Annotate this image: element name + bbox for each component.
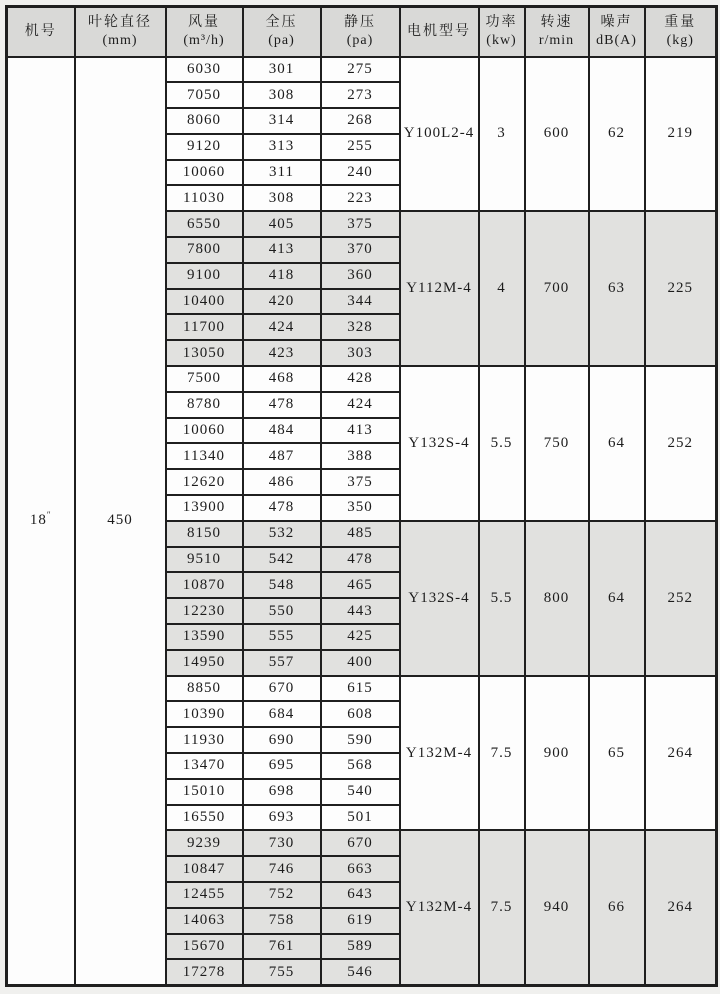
static-pressure-cell: 670 [321,830,400,856]
airflow-cell: 11340 [166,443,243,469]
airflow-cell: 16550 [166,805,243,831]
static-pressure-cell: 268 [321,108,400,134]
speed-cell: 700 [525,211,589,366]
col-header-line: 机号 [24,24,57,39]
total-pressure-cell: 557 [243,650,321,676]
total-pressure-cell: 758 [243,908,321,934]
static-pressure-cell: 303 [321,340,400,366]
static-pressure-cell: 443 [321,598,400,624]
total-pressure-cell: 693 [243,805,321,831]
noise-cell: 65 [589,676,645,831]
power-cell: 4 [479,211,525,366]
weight-cell: 252 [645,521,717,676]
airflow-cell: 13900 [166,495,243,521]
airflow-cell: 10870 [166,572,243,598]
airflow-cell: 11700 [166,314,243,340]
airflow-cell: 8850 [166,676,243,702]
power-cell: 7.5 [479,830,525,985]
impeller-diameter-cell: 450 [75,57,166,986]
airflow-cell: 13590 [166,624,243,650]
total-pressure-cell: 532 [243,521,321,547]
static-pressure-cell: 478 [321,547,400,573]
power-cell: 5.5 [479,366,525,521]
speed-cell: 940 [525,830,589,985]
airflow-cell: 8060 [166,108,243,134]
static-pressure-cell: 370 [321,237,400,263]
airflow-cell: 9120 [166,134,243,160]
total-pressure-cell: 468 [243,366,321,392]
weight-cell: 225 [645,211,717,366]
total-pressure-cell: 311 [243,160,321,186]
airflow-cell: 9510 [166,547,243,573]
col-header-line: 噪声 [600,15,633,31]
col-header-line: (kg) [666,32,694,48]
airflow-cell: 6550 [166,211,243,237]
speed-cell: 800 [525,521,589,676]
col-header-speed [525,7,589,57]
col-header-line: 电机型号 [407,24,471,39]
weight-cell: 264 [645,830,717,985]
col-header-machine_no [7,7,75,57]
static-pressure-cell: 589 [321,934,400,960]
airflow-cell: 15670 [166,934,243,960]
total-pressure-cell: 555 [243,624,321,650]
power-cell: 5.5 [479,521,525,676]
col-header-static_pressure [321,7,400,57]
static-pressure-cell: 255 [321,134,400,160]
total-pressure-cell: 478 [243,392,321,418]
motor-model-cell: Y132S-4 [400,521,479,676]
static-pressure-cell: 375 [321,211,400,237]
motor-model-cell: Y100L2-4 [400,57,479,212]
col-header-line: 转速 [540,15,573,31]
static-pressure-cell: 485 [321,521,400,547]
total-pressure-cell: 308 [243,185,321,211]
total-pressure-cell: 730 [243,830,321,856]
col-header-power [479,7,525,57]
airflow-cell: 12455 [166,882,243,908]
total-pressure-cell: 752 [243,882,321,908]
total-pressure-cell: 548 [243,572,321,598]
static-pressure-cell: 540 [321,779,400,805]
total-pressure-cell: 418 [243,263,321,289]
static-pressure-cell: 388 [321,443,400,469]
total-pressure-cell: 755 [243,959,321,985]
table-body [7,57,717,986]
col-header-motor_model [400,7,479,57]
static-pressure-cell: 608 [321,701,400,727]
noise-cell: 64 [589,521,645,676]
power-cell: 3 [479,57,525,212]
col-header-line: (pa) [346,32,374,48]
airflow-cell: 9100 [166,263,243,289]
static-pressure-cell: 240 [321,160,400,186]
total-pressure-cell: 684 [243,701,321,727]
airflow-cell: 6030 [166,57,243,83]
table-row [7,57,717,83]
airflow-cell: 7500 [166,366,243,392]
total-pressure-cell: 308 [243,82,321,108]
table-header [7,7,717,57]
header-row [7,7,717,57]
total-pressure-cell: 405 [243,211,321,237]
static-pressure-cell: 375 [321,469,400,495]
total-pressure-cell: 487 [243,443,321,469]
static-pressure-cell: 223 [321,185,400,211]
total-pressure-cell: 550 [243,598,321,624]
inch-mark: ″ [46,510,52,521]
noise-cell: 63 [589,211,645,366]
col-header-line: 叶轮直径 [88,15,152,31]
static-pressure-cell: 501 [321,805,400,831]
static-pressure-cell: 590 [321,727,400,753]
total-pressure-cell: 695 [243,753,321,779]
col-header-line: dB(A) [596,32,637,48]
total-pressure-cell: 542 [243,547,321,573]
speed-cell: 600 [525,57,589,212]
fan-spec-table [5,5,718,987]
col-header-total_pressure [243,7,321,57]
airflow-cell: 11030 [166,185,243,211]
airflow-cell: 14950 [166,650,243,676]
airflow-cell: 7050 [166,82,243,108]
noise-cell: 66 [589,830,645,985]
total-pressure-cell: 424 [243,314,321,340]
airflow-cell: 12230 [166,598,243,624]
static-pressure-cell: 344 [321,289,400,315]
static-pressure-cell: 465 [321,572,400,598]
airflow-cell: 9239 [166,830,243,856]
airflow-cell: 8150 [166,521,243,547]
static-pressure-cell: 643 [321,882,400,908]
airflow-cell: 10400 [166,289,243,315]
airflow-cell: 8780 [166,392,243,418]
col-header-line: 静压 [344,15,376,31]
static-pressure-cell: 273 [321,82,400,108]
total-pressure-cell: 698 [243,779,321,805]
airflow-cell: 13470 [166,753,243,779]
weight-cell: 252 [645,366,717,521]
col-header-line: (m³/h) [183,32,225,48]
static-pressure-cell: 615 [321,676,400,702]
total-pressure-cell: 484 [243,418,321,444]
col-header-line: r/min [538,32,575,48]
power-cell: 7.5 [479,676,525,831]
machine-no-text: 18 [29,512,47,529]
total-pressure-cell: 301 [243,57,321,83]
total-pressure-cell: 670 [243,676,321,702]
static-pressure-cell: 424 [321,392,400,418]
col-header-line: 功率 [485,15,518,31]
col-header-line: (pa) [268,32,295,48]
col-header-line: 风量 [188,15,220,31]
static-pressure-cell: 413 [321,418,400,444]
total-pressure-cell: 413 [243,237,321,263]
airflow-cell: 12620 [166,469,243,495]
col-header-line: 重量 [664,15,697,31]
static-pressure-cell: 350 [321,495,400,521]
total-pressure-cell: 313 [243,134,321,160]
static-pressure-cell: 275 [321,57,400,83]
total-pressure-cell: 420 [243,289,321,315]
airflow-cell: 7800 [166,237,243,263]
airflow-cell: 17278 [166,959,243,985]
motor-model-cell: Y112M-4 [400,211,479,366]
weight-cell: 264 [645,676,717,831]
total-pressure-cell: 746 [243,856,321,882]
machine-no-cell [7,57,75,986]
col-header-weight [645,7,717,57]
airflow-cell: 10060 [166,160,243,186]
static-pressure-cell: 619 [321,908,400,934]
col-header-diameter [75,7,166,57]
col-header-noise [589,7,645,57]
airflow-cell: 10847 [166,856,243,882]
weight-cell: 219 [645,57,717,212]
static-pressure-cell: 428 [321,366,400,392]
airflow-cell: 15010 [166,779,243,805]
noise-cell: 64 [589,366,645,521]
total-pressure-cell: 478 [243,495,321,521]
static-pressure-cell: 425 [321,624,400,650]
static-pressure-cell: 400 [321,650,400,676]
motor-model-cell: Y132S-4 [400,366,479,521]
airflow-cell: 10390 [166,701,243,727]
airflow-cell: 13050 [166,340,243,366]
static-pressure-cell: 328 [321,314,400,340]
noise-cell: 62 [589,57,645,212]
total-pressure-cell: 486 [243,469,321,495]
motor-model-cell: Y132M-4 [400,830,479,985]
col-header-airflow [166,7,243,57]
static-pressure-cell: 546 [321,959,400,985]
static-pressure-cell: 568 [321,753,400,779]
speed-cell: 750 [525,366,589,521]
col-header-line: (mm) [102,32,138,48]
airflow-cell: 10060 [166,418,243,444]
airflow-cell: 11930 [166,727,243,753]
static-pressure-cell: 360 [321,263,400,289]
airflow-cell: 14063 [166,908,243,934]
col-header-line: 全压 [265,15,298,31]
speed-cell: 900 [525,676,589,831]
total-pressure-cell: 690 [243,727,321,753]
total-pressure-cell: 314 [243,108,321,134]
static-pressure-cell: 663 [321,856,400,882]
total-pressure-cell: 761 [243,934,321,960]
col-header-line: (kw) [486,32,517,48]
total-pressure-cell: 423 [243,340,321,366]
motor-model-cell: Y132M-4 [400,676,479,831]
